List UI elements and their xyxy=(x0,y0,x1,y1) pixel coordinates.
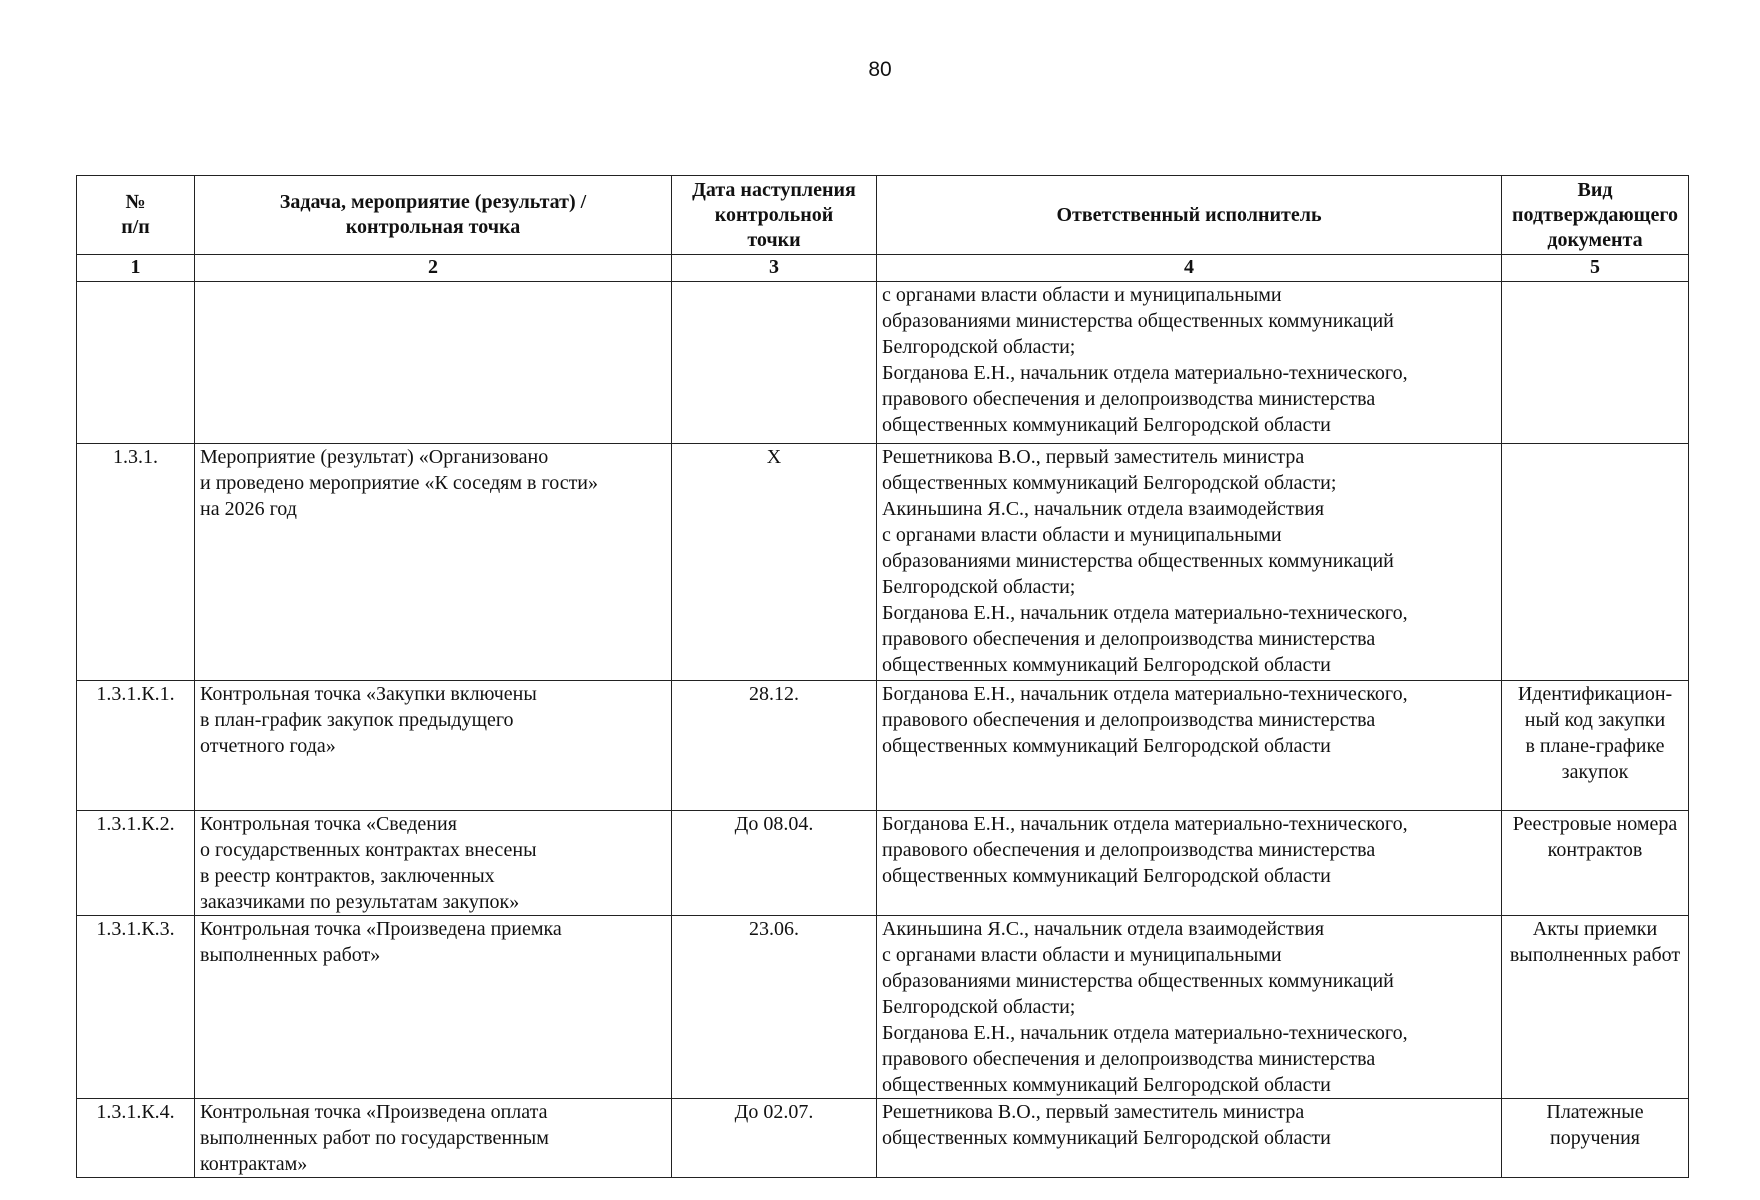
cell-num: 1.3.1.К.1. xyxy=(77,681,195,811)
cell-document xyxy=(1502,282,1689,444)
column-number: 4 xyxy=(877,255,1502,282)
cell-responsible: Решетникова В.О., первый заместитель министра общественных коммуникаций Белгородской области; Акиньшина Я.С., начальник отдела взаимодействия с органами власти области и муниципальными образованиями министерства общественных коммуникаций Белгородской области; Богданова Е.Н., начальник отдела материально-технического, правового обеспечения и делопроизводства министерства общественных коммуникаций Белгородской области xyxy=(877,444,1502,681)
table-row xyxy=(77,916,1689,1099)
cell-date: До 08.04. xyxy=(672,811,877,916)
column-number: 1 xyxy=(77,255,195,282)
cell-num: 1.3.1.К.4. xyxy=(77,1099,195,1178)
column-number: 5 xyxy=(1502,255,1689,282)
header-document: Вид подтверждающего документа xyxy=(1502,176,1689,255)
cell-document xyxy=(1502,444,1689,681)
table-row xyxy=(77,282,1689,444)
column-numbers-row xyxy=(77,255,1689,282)
header-row xyxy=(77,176,1689,255)
cell-task: Контрольная точка «Закупки включены в план-график закупок предыдущего отчетного года» xyxy=(195,681,672,811)
cell-task: Контрольная точка «Сведения о государственных контрактах внесены в реестр контрактов, заключенных заказчиками по результатам закупок» xyxy=(195,811,672,916)
cell-document: Реестровые номера контрактов xyxy=(1502,811,1689,916)
cell-date xyxy=(672,282,877,444)
header-responsible: Ответственный исполнитель xyxy=(877,176,1502,255)
column-number: 3 xyxy=(672,255,877,282)
cell-date: Х xyxy=(672,444,877,681)
cell-document: Платежные поручения xyxy=(1502,1099,1689,1178)
cell-task xyxy=(195,282,672,444)
column-number: 2 xyxy=(195,255,672,282)
cell-responsible: Богданова Е.Н., начальник отдела материально-технического, правового обеспечения и делопроизводства министерства общественных коммуникаций Белгородской области xyxy=(877,811,1502,916)
page-number: 80 xyxy=(868,58,892,81)
cell-task: Контрольная точка «Произведена приемка выполненных работ» xyxy=(195,916,672,1099)
cell-responsible: Решетникова В.О., первый заместитель министра общественных коммуникаций Белгородской области xyxy=(877,1099,1502,1178)
cell-num xyxy=(77,282,195,444)
header-num: № п/п xyxy=(77,176,195,255)
cell-date: 28.12. xyxy=(672,681,877,811)
cell-num: 1.3.1.К.2. xyxy=(77,811,195,916)
cell-responsible: Богданова Е.Н., начальник отдела материально-технического, правового обеспечения и делопроизводства министерства общественных коммуникаций Белгородской области xyxy=(877,681,1502,811)
cell-num: 1.3.1. xyxy=(77,444,195,681)
control-points-table xyxy=(76,175,1689,1178)
cell-num: 1.3.1.К.3. xyxy=(77,916,195,1099)
cell-responsible: Акиньшина Я.С., начальник отдела взаимодействия с органами власти области и муниципальными образованиями министерства общественных коммуникаций Белгородской области; Богданова Е.Н., начальник отдела материально-технического, правового обеспечения и делопроизводства министерства общественных коммуникаций Белгородской области xyxy=(877,916,1502,1099)
table-row xyxy=(77,444,1689,681)
header-date: Дата наступления контрольной точки xyxy=(672,176,877,255)
cell-task: Контрольная точка «Произведена оплата выполненных работ по государственным контрактам» xyxy=(195,1099,672,1178)
cell-document: Акты приемки выполненных работ xyxy=(1502,916,1689,1099)
table-row xyxy=(77,1099,1689,1178)
table-row xyxy=(77,681,1689,811)
cell-date: 23.06. xyxy=(672,916,877,1099)
cell-document: Идентификацион- ный код закупки в плане-графике закупок xyxy=(1502,681,1689,811)
cell-responsible: с органами власти области и муниципальными образованиями министерства общественных коммуникаций Белгородской области; Богданова Е.Н., начальник отдела материально-технического, правового обеспечения и делопроизводства министерства общественных коммуникаций Белгородской области xyxy=(877,282,1502,444)
cell-task: Мероприятие (результат) «Организовано и проведено мероприятие «К соседям в гости» на 2026 год xyxy=(195,444,672,681)
cell-date: До 02.07. xyxy=(672,1099,877,1178)
header-task: Задача, мероприятие (результат) / контрольная точка xyxy=(195,176,672,255)
table-row xyxy=(77,811,1689,916)
